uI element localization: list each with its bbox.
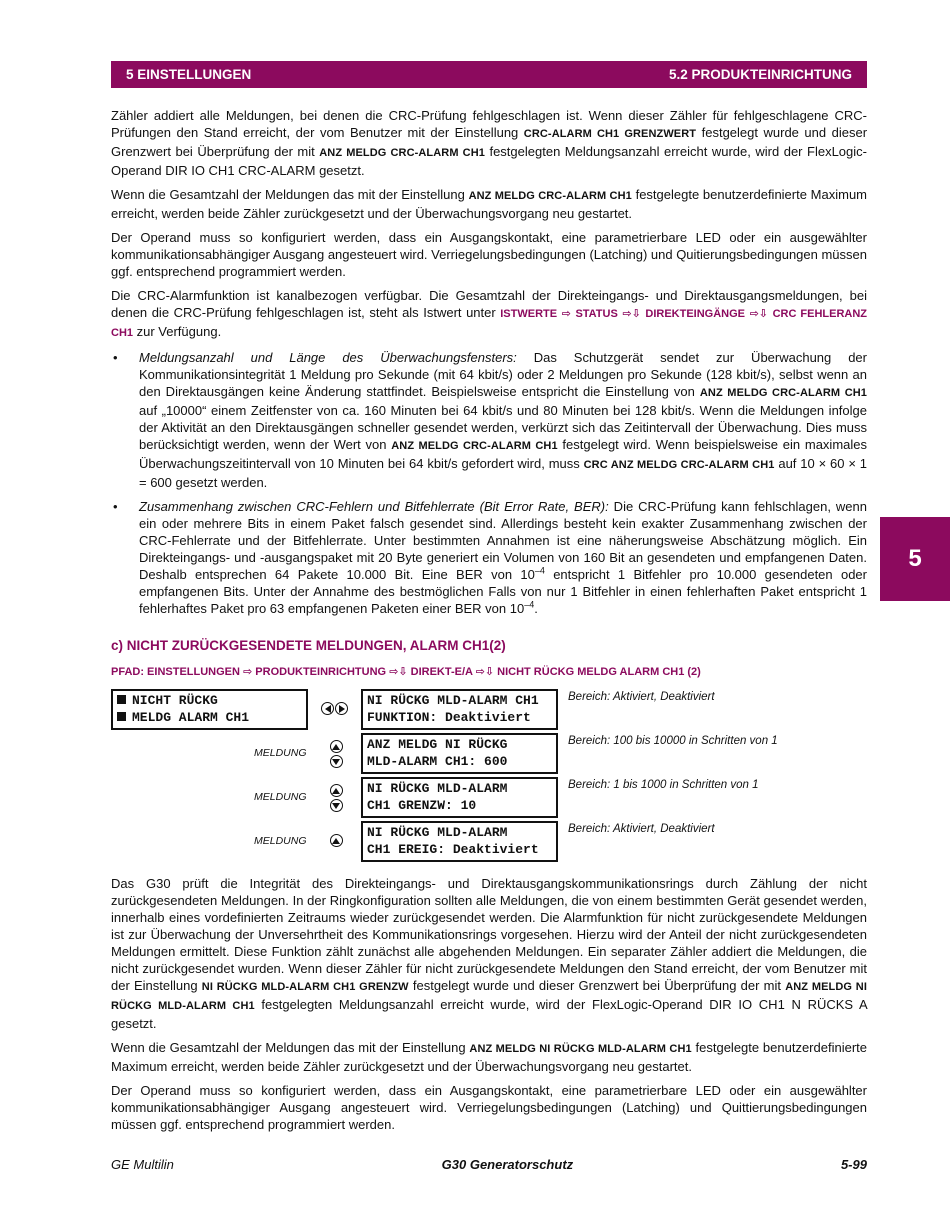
message-label: MELDUNG [254, 747, 307, 759]
nav-up-down-keys [322, 784, 350, 812]
display-line: NI RÜCKG MLD-ALARM CH1 [367, 693, 539, 708]
path-item: NICHT RÜCKG MELDG ALARM CH1 (2) [497, 666, 701, 678]
menu-path-item: ISTWERTE [500, 308, 558, 320]
menu-path-item: STATUS [575, 308, 618, 320]
bullet-title: Meldungsanzahl und Länge des Überwachungsfensters: [139, 350, 517, 365]
bullet-crc-ber [111, 498, 867, 617]
display-line: NI RÜCKG MLD-ALARM [367, 825, 508, 840]
arrow-right-icon: ⇨ [561, 308, 571, 320]
menu-heading-text: NICHT RÜCKG [132, 693, 218, 708]
setting-name: ANZ MELDG CRC-ALARM CH1 [391, 440, 558, 452]
text: festgelegte benutzerdefinierte Maximum erreicht, werden beide Zähler zurückgesetzt und der Überwachungsvorgang neu gestartet. [111, 187, 867, 221]
arrow-down-icon: ⇩ [631, 308, 641, 320]
setting-name: ANZ MELDG CRC-ALARM CH1 [468, 190, 632, 202]
display-line: NI RÜCKG MLD-ALARM [367, 781, 508, 796]
text: festgelegten Meldungsanzahl erreicht wurde, wird der FlexLogic-Operand [111, 144, 867, 178]
bullet-message-count [111, 349, 867, 491]
display-line: CH1 GRENZW: 10 [367, 798, 477, 813]
page-number: 5-99 [840, 1157, 867, 1172]
display-line: ANZ MELDG NI RÜCKG [367, 737, 508, 752]
text: auf „10000“ einem Zeitfenster von ca. 160 Minuten bei 64 kbit/s und 80 Minuten bei 128 kbit/s. Wenn die Meldungen infolge der Aktivität an den Direktausgängen schneller gesendet werden, verkürzt sich das Zeitintervall der Überwachung. Dies muss berücksichtigt werden, wenn der Wert von [139, 403, 867, 452]
arrow-right-icon: ⇨ [243, 666, 253, 678]
text: festgelegt wurde und dieser Grenzwert bei Überprüfung der mit [408, 978, 786, 993]
text: Wenn die Gesamtzahl der Meldungen das mit der Einstellung [111, 1040, 470, 1055]
path-label: PFAD: EINSTELLUNGEN [111, 666, 240, 678]
section-title: 5.2 PRODUKTEINRICHTUNG [668, 67, 852, 82]
down-key-icon [330, 799, 343, 812]
text: Die CRC-Alarmfunktion ist kanalbezogen verfügbar. Die Gesamtzahl der Direkteingangs- und Direktausgangsmeldungen, bei denen die CRC-Prüfung fehlgeschlagen ist, steht als Istwert unter [111, 288, 867, 320]
range-note: Bereich: Aktiviert, Deaktiviert [568, 823, 715, 835]
arrow-right-icon: ⇨ [749, 308, 759, 320]
setting-display-count [361, 733, 558, 774]
text: gesetzt. [315, 163, 365, 178]
setting-name: ANZ MELDG CRC-ALARM CH1 [319, 147, 485, 159]
square-bullet-icon [117, 695, 126, 704]
text: Das G30 prüft die Integrität des Direkteingangs- und Direktausgangskommunikationsrings durch Zählung der nicht zurückgesendeten Meldungen. In der Ringkonfiguration sollten alle Meldungen, die von einem bestimmten Gerät gesendet werden, innerhalb eines vordefinierten Zeitraums wieder zurückgesendet werden. Die Alarmfunktion für nicht zurückgesendete Meldungen ist zur Überwachung der Unversehrtheit des Kommunikationsrings vorgesehen. Hierzu wird der Anteil der nicht zurückgesendeten Meldungen ermittelt. Diese Funktion zählt zunächst alle abgehenden Meldungen. Ein separater Zähler addiert die Meldungen, die nicht zurückgesendet wurden. Wenn dieser Zähler für nicht zurückgesendete Meldungen den Stand erreicht, der vom Benutzer mit der Einstellung [111, 876, 867, 993]
text: festgelegte benutzerdefinierte Maximum erreicht, werden beide Zähler zurückgesetzt und der Überwachungsvorgang neu gestartet. [111, 1040, 867, 1074]
text: auf 10 × 60 × 1 = 600 gesetzt werden. [139, 456, 868, 490]
down-key-icon [330, 755, 343, 768]
range-note: Bereich: 1 bis 1000 in Schritten von 1 [568, 779, 759, 791]
text: Zähler addiert alle Meldungen, bei denen die CRC-Prüfung fehlgeschlagen ist. Wenn dieser Zähler für fehlgeschlagene CRC-Prüfungen den Stand erreicht, der vom Benutzer mit der Einstellung [111, 108, 867, 140]
subsection-heading: c) NICHT ZURÜCKGESENDETE MELDUNGEN, ALARM CH1(2) [111, 638, 506, 653]
setting-display-function [361, 689, 558, 730]
paragraph-operand-config-2: Der Operand muss so konfiguriert werden, dass ein Ausgangskontakt, eine parametrierbare LED oder ein ausgewählter kommunikationsabhängiger Ausgang angesteuert wird. Verriegelungsbedingungen (Latching) und Quittierungsbedingungen müssen ggf. entsprechend programmiert werden. [111, 1083, 867, 1132]
display-line: CH1 EREIG: Deaktiviert [367, 842, 539, 857]
settings-path [111, 664, 867, 681]
paragraph-crc-reset [111, 186, 867, 222]
square-bullet-icon [117, 712, 126, 721]
arrow-right-icon: ⇨ [475, 666, 485, 678]
paragraph-ring-integrity [111, 875, 867, 1032]
nav-left-right-keys [321, 702, 348, 715]
text: entspricht 1 Bitfehler pro 10.000 gesendeten oder empfangenen Bits. Unter der Annahme des bestmöglichen Falls von nur 1 Bitfehler in einen fehlerhaften Paket entspricht 1 fehlerhaftes Paket pro 63 empfangenen Paketen einer BER von 10 [139, 567, 867, 616]
operand-name: DIR IO CH1 CRC-ALARM [165, 163, 316, 178]
menu-heading-line [117, 692, 302, 709]
paragraph-operand-config: Der Operand muss so konfiguriert werden, dass ein Ausgangskontakt, eine parametrierbare LED oder ein ausgewählter kommunikationsabhängiger Ausgang angesteuert wird. Verriegelungsbedingungen (Latching) und Quitierungsbedingungen müssen ggf. entsprechend programmiert werden. [111, 230, 867, 279]
arrow-down-icon: ⇩ [758, 308, 768, 320]
up-key-icon [330, 834, 343, 847]
text: festgelegt wird. Wenn beispielsweise ein maximales Überwachungszeitintervall von 10 Minuten bei 64 kbit/s gefordert wird, muss [139, 437, 867, 471]
bullet-title: Zusammenhang zwischen CRC-Fehlern und Bitfehlerrate (Bit Error Rate, BER): [139, 499, 609, 514]
text: Die CRC-Prüfung kann fehlschlagen, wenn ein oder mehrere Bits in einem Paket falsch gesendet sind. Allerdings besteht kein exakter Zusammenhang zwischen der CRC-Fehlerrate und der Bitfehlerrate. Unter bestimmten Annahmen ist eine näherungsweise Abschätzung möglich. Ein Direkteingangs- und -ausgangspaket mit 20 Byte generiert ein Volumen von 160 Bit an gesendeten und empfangenen Daten. Deshalb entsprechen 64 Pakete 10.000 Bit. Eine BER von 10 [139, 499, 867, 582]
text: Das Schutzgerät sendet zur Überwachung der Kommunikationsintegrität 1 Meldung pro Sekunde (mit 64 kbit/s) oder 2 Meldungen pro Sekunde (128 kbit/s), selbst wenn an den Direktausgängen keine Änderung stattfindet. Beispielsweise entspricht die Einstellung von [139, 350, 867, 399]
paragraph-ring-reset [111, 1039, 867, 1075]
text: festgelegt wurde und dieser Grenzwert bei Überprüfung der mit [111, 125, 868, 159]
exponent: –4 [534, 565, 545, 576]
arrow-down-icon: ⇩ [398, 666, 408, 678]
arrow-right-icon: ⇨ [389, 666, 399, 678]
range-note: Bereich: Aktiviert, Deaktiviert [568, 691, 715, 703]
arrow-right-icon: ⇨ [622, 308, 632, 320]
text: Wenn die Gesamtzahl der Meldungen das mit der Einstellung [111, 187, 469, 202]
setting-name: CRC-ALARM CH1 GRENZWERT [523, 128, 697, 140]
chapter-header [111, 61, 867, 88]
footer-company: GE Multilin [111, 1157, 174, 1172]
setting-name: ANZ MELDG NI RÜCKG MLD-ALARM CH1 [469, 1043, 692, 1055]
chapter-tab: 5 [880, 517, 950, 601]
left-key-icon [321, 702, 334, 715]
text: . [534, 601, 538, 616]
menu-path-item: DIREKTEINGÄNGE [645, 308, 745, 320]
menu-heading-line [117, 709, 302, 726]
chapter-title: 5 EINSTELLUNGEN [126, 67, 252, 82]
display-line: MLD-ALARM CH1: 600 [367, 754, 508, 769]
operand-name: DIR IO CH1 N RÜCKS A [709, 997, 867, 1012]
setting-display-events [361, 821, 558, 862]
right-key-icon [335, 702, 348, 715]
settings-menu-diagram [111, 689, 867, 865]
menu-path-item: CRC FEHLERANZ CH1 [111, 308, 867, 339]
setting-display-threshold [361, 777, 558, 818]
arrow-down-icon: ⇩ [484, 666, 495, 678]
page-footer [111, 1157, 867, 1172]
page-content [111, 107, 867, 1140]
path-item: DIREKT-E/A [410, 666, 473, 678]
text: zur Verfügung. [133, 324, 222, 339]
message-label: MELDUNG [254, 791, 307, 803]
paragraph-crc-channel [111, 287, 867, 342]
nav-up-key [322, 834, 350, 847]
bullet-list [111, 349, 867, 617]
setting-name: CRC ANZ MELDG CRC-ALARM CH1 [583, 459, 775, 471]
range-note: Bereich: 100 bis 10000 in Schritten von 1 [568, 735, 778, 747]
exponent: –4 [524, 599, 535, 610]
message-label: MELDUNG [254, 835, 307, 847]
menu-heading-text: MELDG ALARM CH1 [132, 710, 250, 725]
menu-heading-display [111, 689, 308, 730]
text: festgelegten Meldungsanzahl erreicht wurde, wird der FlexLogic-Operand [254, 997, 710, 1012]
footer-product: G30 Generatorschutz [441, 1157, 574, 1172]
paragraph-crc-counter [111, 107, 867, 179]
display-line: FUNKTION: Deaktiviert [367, 710, 531, 725]
path-item: PRODUKTEINRICHTUNG [255, 666, 387, 678]
up-key-icon [330, 784, 343, 797]
setting-name: ANZ MELDG CRC-ALARM CH1 [699, 387, 868, 399]
setting-name: ANZ MELDG NI RÜCKG MLD-ALARM CH1 [111, 981, 867, 1012]
setting-name: NI RÜCKG MLD-ALARM CH1 GRENZW [201, 981, 409, 993]
up-key-icon [330, 740, 343, 753]
nav-up-down-keys [322, 740, 350, 768]
text: gesetzt. [111, 1016, 157, 1031]
